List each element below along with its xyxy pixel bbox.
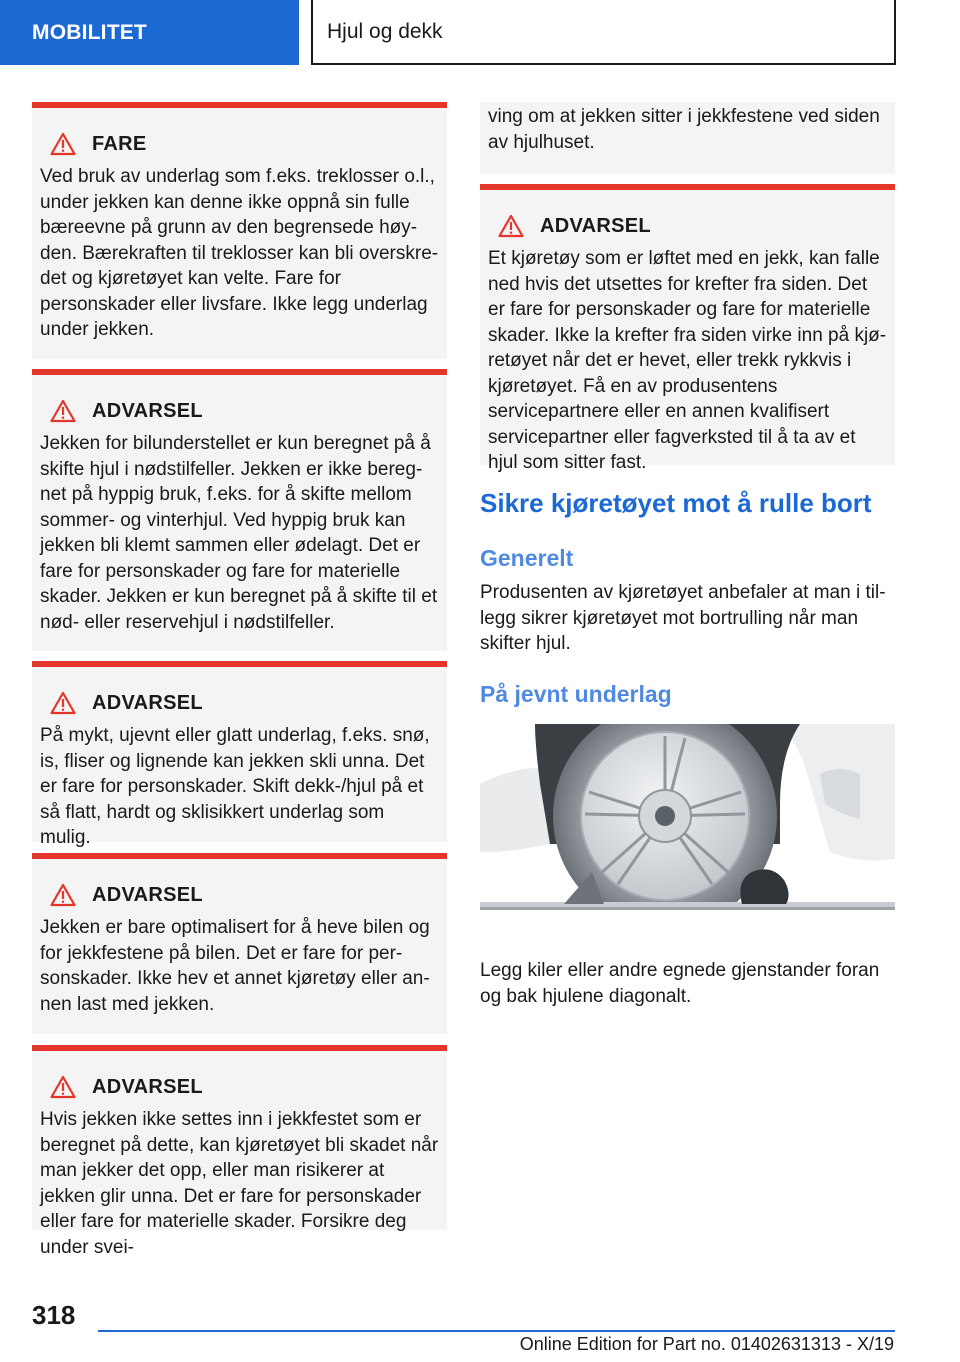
chapter-title: Hjul og dekk	[327, 19, 443, 43]
warning-title: ADVARSEL	[40, 1073, 439, 1101]
section-title: MOBILITET	[32, 20, 147, 44]
warning-text: Jekken for bilunderstellet er kun beregnet på å skifte hjul i nødstilfeller. Jekken er ikke beregnet på hyppig bruk, f.eks. for å skifte mellom sommer- og vinterhjul. Ved hyppig bruk kan jekken bli klemt sammen eller ødelagt. Det er fare for personskader og fare for materielle skader. Jekken er kun beregnet på å skifte til et nød- eller reservehjul i nødstilfeller.	[40, 433, 438, 633]
footer-divider	[98, 1330, 895, 1332]
danger-text: Ved bruk av underlag som f.eks. treklosser o.l., under jekken kan denne ikke oppnå sin fulle bæreevne på grunn av den begrensede høyden. Bærekraften til treklosser kan bli overskredet og kjøretøyet kan velte. Fare for personskader eller livsfare. Ikke legg underlag under jekken.	[40, 166, 439, 340]
figure-caption: Legg kiler eller andre egnede gjenstander foran og bak hjulene diagonalt.	[480, 960, 880, 1007]
warning-title: ADVARSEL	[40, 689, 439, 717]
warning-triangle-icon	[498, 214, 524, 238]
section-tab	[0, 0, 299, 65]
warning-box-2	[32, 661, 447, 848]
warning-title: ADVARSEL	[488, 212, 887, 240]
subheading-flat-ground: På jevnt underlag	[480, 681, 672, 707]
warning-text: Jekken er bare optimalisert for å heve bilen og for jekkfestene på bilen. Det er fare for personskader. Ikke hev et annet kjøretøy eller annen last med jekken.	[40, 917, 430, 1015]
section-heading: Sikre kjøretøyet mot å rulle bort	[480, 488, 872, 518]
danger-box	[32, 102, 447, 359]
warning-text: På mykt, ujevnt eller glatt underlag, f.eks. snø, is, fliser og lignende kan jekken skli unna. Det er fare for personskader. Skift dekk-/hjul på et så flatt, hardt og sklisikkert underlag som mulig.	[40, 725, 430, 848]
page-number: 318	[32, 1300, 76, 1330]
warning-triangle-icon	[50, 883, 76, 907]
warning-box-1	[32, 369, 447, 651]
warning-title: ADVARSEL	[40, 397, 439, 425]
warning-box-3	[32, 853, 447, 1034]
warning-title: ADVARSEL	[40, 881, 439, 909]
warning-triangle-icon	[50, 132, 76, 156]
subheading-general: Generelt	[480, 545, 574, 571]
warning-text: Et kjøretøy som er løftet med en jekk, kan falle ned hvis det utsettes for krefter fra siden. Det er fare for personskader og fare for materielle skader. Ikke la krefter fra siden virke inn på kjøretøyet når det er hevet, eller trekk rykkvis i kjøretøyet. Få en av produsentens servicepartnere eller en annen kvalifisert servicepartner eller fagverksted til å ta av et hjul som sitter fast.	[488, 248, 887, 473]
continued-warning-text: ving om at jekken sitter i jekkfestene ved siden av hjulhuset.	[488, 106, 880, 153]
warning-text: Hvis jekken ikke settes inn i jekkfestet som er beregnet på dette, kan kjøretøyet bli skadet når man jekker det opp, eller man risikerer at jekken glir unna. Det er fare for personskader eller fare for materielle skader. Forsikre deg under svei-	[40, 1109, 439, 1258]
warning-box-5	[480, 184, 895, 473]
warning-triangle-icon	[50, 1075, 76, 1099]
warning-triangle-icon	[50, 691, 76, 715]
warning-box-4	[32, 1045, 447, 1258]
continued-warning-box	[480, 102, 895, 174]
chapter-header	[311, 0, 896, 65]
wheel-chocks-figure	[480, 724, 895, 910]
edition-text: Online Edition for Part no. 01402631313 - X/19	[519, 1334, 894, 1354]
general-paragraph: Produsenten av kjøretøyet anbefaler at man i tillegg sikrer kjøretøyet mot bortrulling når man skifter hjul.	[480, 582, 886, 654]
danger-title: FARE	[40, 130, 439, 158]
warning-triangle-icon	[50, 399, 76, 423]
wheel-with-chocks-illustration	[480, 724, 895, 910]
